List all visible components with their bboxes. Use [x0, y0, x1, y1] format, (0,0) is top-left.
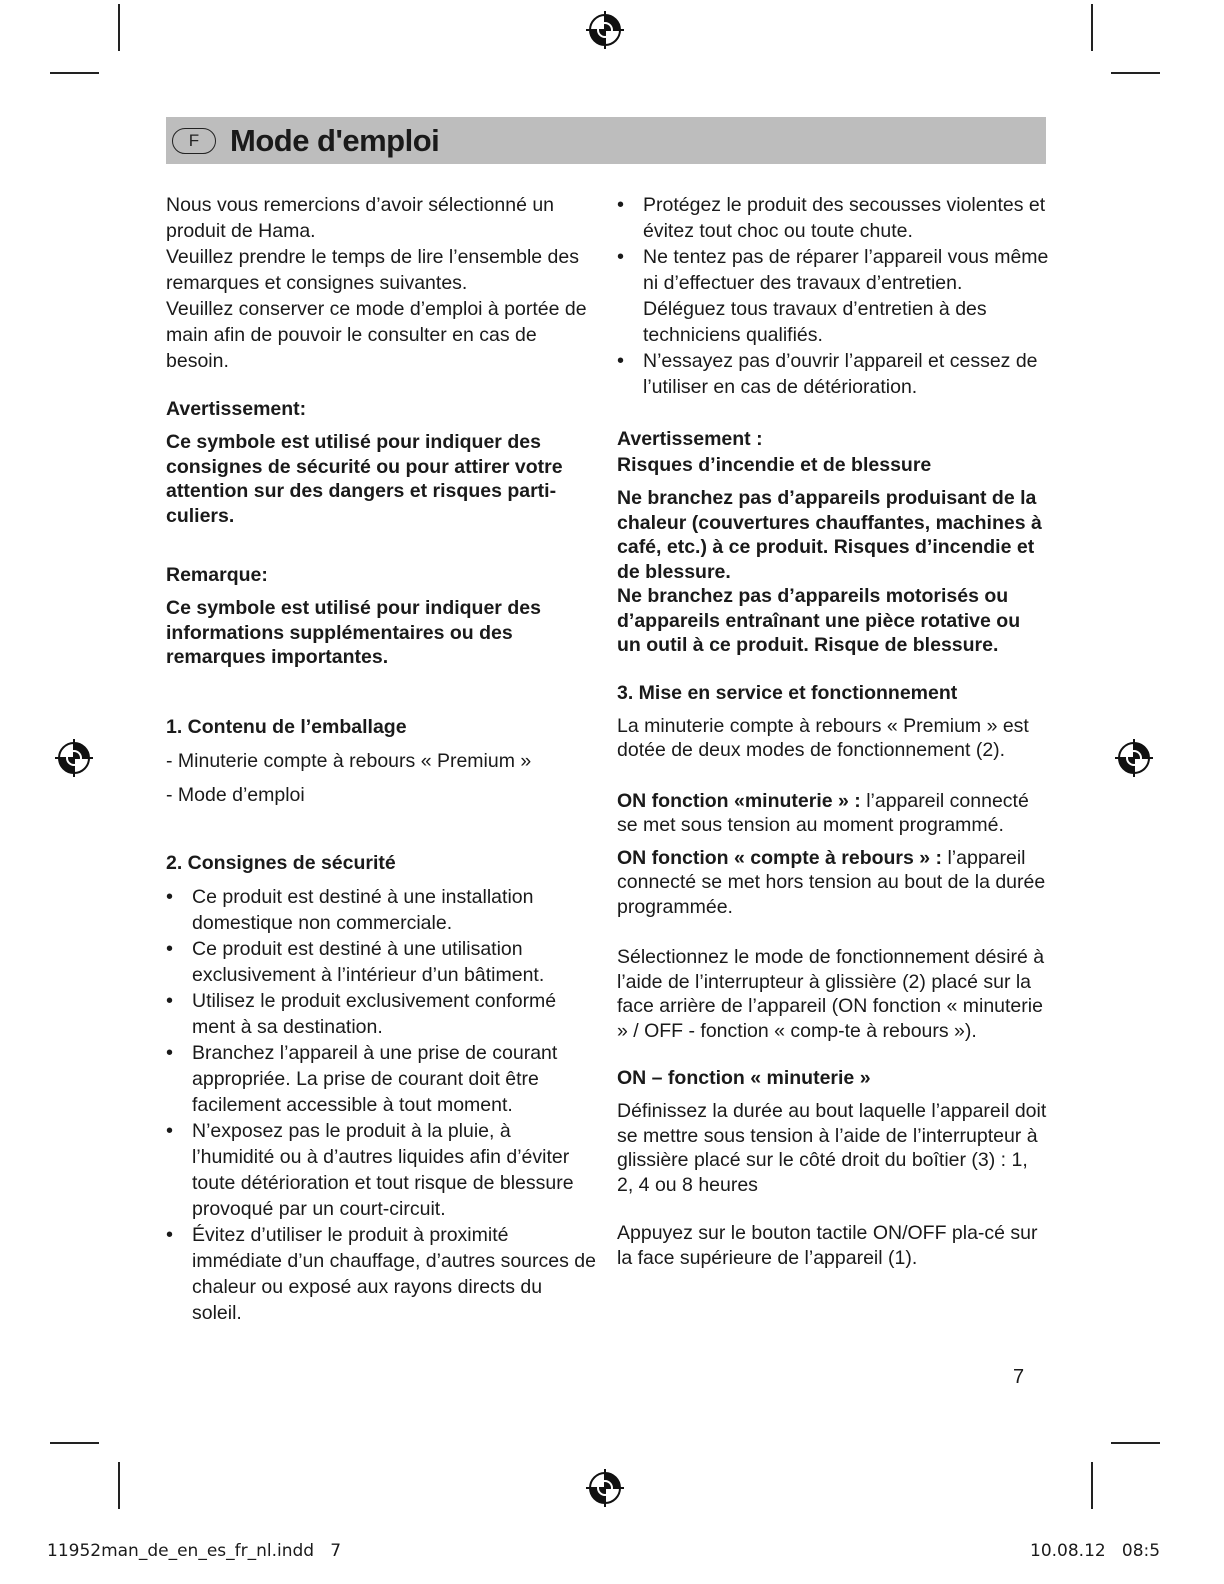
left-column [166, 192, 596, 1326]
list-item: • Utilisez le produit exclusivement conformé ment à sa destination. [166, 988, 596, 1040]
mode-label: ON fonction « compte à rebours » : [617, 846, 943, 869]
crop-mark [50, 1442, 99, 1444]
safety-list-continued [617, 192, 1049, 400]
crop-mark [50, 72, 99, 74]
on-instructions: Définissez la durée au bout laquelle l’appareil doit se mettre sous tension à l’aide de l’interrupteur à glissière placé sur le côté droit du boîtier (3) : 1, 2, 4 ou 8 heures [617, 1100, 1047, 1196]
warning-text: Ne branchez pas d’appareils motorisés ou d’appareils entraînant une pièce rotative ou un outil à ce produit. Risque de blessure. [617, 585, 1021, 656]
footer-date: 10.08.12 08:5 [1030, 1541, 1161, 1561]
list-item: - Minuterie compte à rebours « Premium » [166, 749, 532, 772]
list-item: • N’exposez pas le produit à la pluie, à l’humidité ou à d’autres liquides afin d’éviter toute détérioration et tout risque de blessure provoqué par un court-circuit. [166, 1118, 596, 1222]
list-item: • N’essayez pas d’ouvrir l’appareil et cessez de l’utiliser en cas de détérioration. [617, 348, 1049, 400]
footer-filename: 11952man_de_en_es_fr_nl.indd 7 [47, 1541, 342, 1561]
warning-heading: Avertissement : [617, 428, 763, 450]
mode-text: l’appareil connecté se met hors tension au bout de la durée programmée. [617, 846, 1046, 918]
intro-paragraph: Veuillez conserver ce mode d’emploi à portée de main afin de pouvoir le consulter en cas de besoin. [166, 298, 587, 372]
note-text: Ce symbole est utilisé pour indiquer des informations supplémentaires ou des remarques importantes. [166, 597, 541, 668]
crop-mark [1091, 1462, 1093, 1509]
list-item: • Ne tentez pas de réparer l’appareil vous même ni d’effectuer des travaux d’entretien. Déléguez tous travaux d’entretien à des techniciens qualifiés. [617, 244, 1049, 348]
intro-paragraph: Nous vous remercions d’avoir sélectionné un produit de Hama. [166, 194, 555, 242]
mode-label: ON fonction «minuterie » : [617, 789, 861, 812]
crop-mark [1111, 1442, 1160, 1444]
warning-text: Ne branchez pas d’appareils produisant de la chaleur (couvertures chauffantes, machines à café, etc.) à ce produit. Risques d’incendie et de blessure. [617, 487, 1042, 583]
right-column [617, 192, 1049, 1270]
list-item: • Ce produit est destiné à une installation domestique non commerciale. [166, 884, 596, 936]
registration-mark-icon [1115, 739, 1153, 777]
language-badge: F [172, 128, 216, 154]
registration-mark-icon [586, 11, 624, 49]
select-instructions: Sélectionnez le mode de fonctionnement désiré à l’aide de l’interrupteur à glissière (2) placé sur la face arrière de l’appareil (ON fonction « minuterie » / OFF - fonction « comp-te à rebours »). [617, 946, 1045, 1042]
crop-mark [1111, 72, 1160, 74]
section-heading: 1. Contenu de l’emballage [166, 715, 407, 738]
page-title: Mode d'emploi [230, 122, 440, 158]
crop-mark [118, 1462, 120, 1509]
mode-text: l’appareil connecté se met sous tension au moment programmé. [617, 789, 1029, 836]
intro-paragraph: Veuillez prendre le temps de lire l’ensemble des remarques et consignes suivantes. [166, 246, 579, 294]
registration-mark-icon [586, 1469, 624, 1507]
list-item: - Mode d’emploi [166, 783, 305, 806]
warning-heading: Avertissement: [166, 398, 307, 420]
press-instructions: Appuyez sur le bouton tactile ON/OFF pla-cé sur la face supérieure de l’appareil (1). [617, 1222, 1038, 1269]
section-heading: 3. Mise en service et fonctionnement [617, 681, 958, 704]
note-heading: Remarque: [166, 564, 268, 586]
list-item: • Évitez d’utiliser le produit à proximité immédiate d’un chauffage, d’autres sources de chaleur ou exposé aux rayons directs du soleil. [166, 1222, 596, 1326]
section-heading: 2. Consignes de sécurité [166, 851, 396, 874]
list-item: • Branchez l’appareil à une prise de courant appropriée. La prise de courant doit être facilement accessible à tout moment. [166, 1040, 596, 1118]
warning-text: Ce symbole est utilisé pour indiquer des consignes de sécurité ou pour attirer votre attention sur des dangers et risques parti-culiers. [166, 431, 563, 527]
mode-description [617, 846, 1049, 920]
safety-list [166, 884, 596, 1326]
header-bar [166, 117, 1046, 164]
section-intro: La minuterie compte à rebours « Premium » est dotée de deux modes de fonctionnement (2). [617, 714, 1029, 761]
list-item: • Ce produit est destiné à une utilisation exclusivement à l’intérieur d’un bâtiment. [166, 936, 596, 988]
warning-subheading: Risques d’incendie et de blessure [617, 454, 932, 476]
subsection-heading: ON – fonction « minuterie » [617, 1067, 871, 1089]
list-item: • Protégez le produit des secousses violentes et évitez tout choc ou toute chute. [617, 192, 1049, 244]
registration-mark-icon [55, 739, 93, 777]
crop-mark [1091, 4, 1093, 51]
page-number: 7 [1013, 1366, 1025, 1388]
mode-description [617, 789, 1049, 838]
crop-mark [118, 4, 120, 51]
